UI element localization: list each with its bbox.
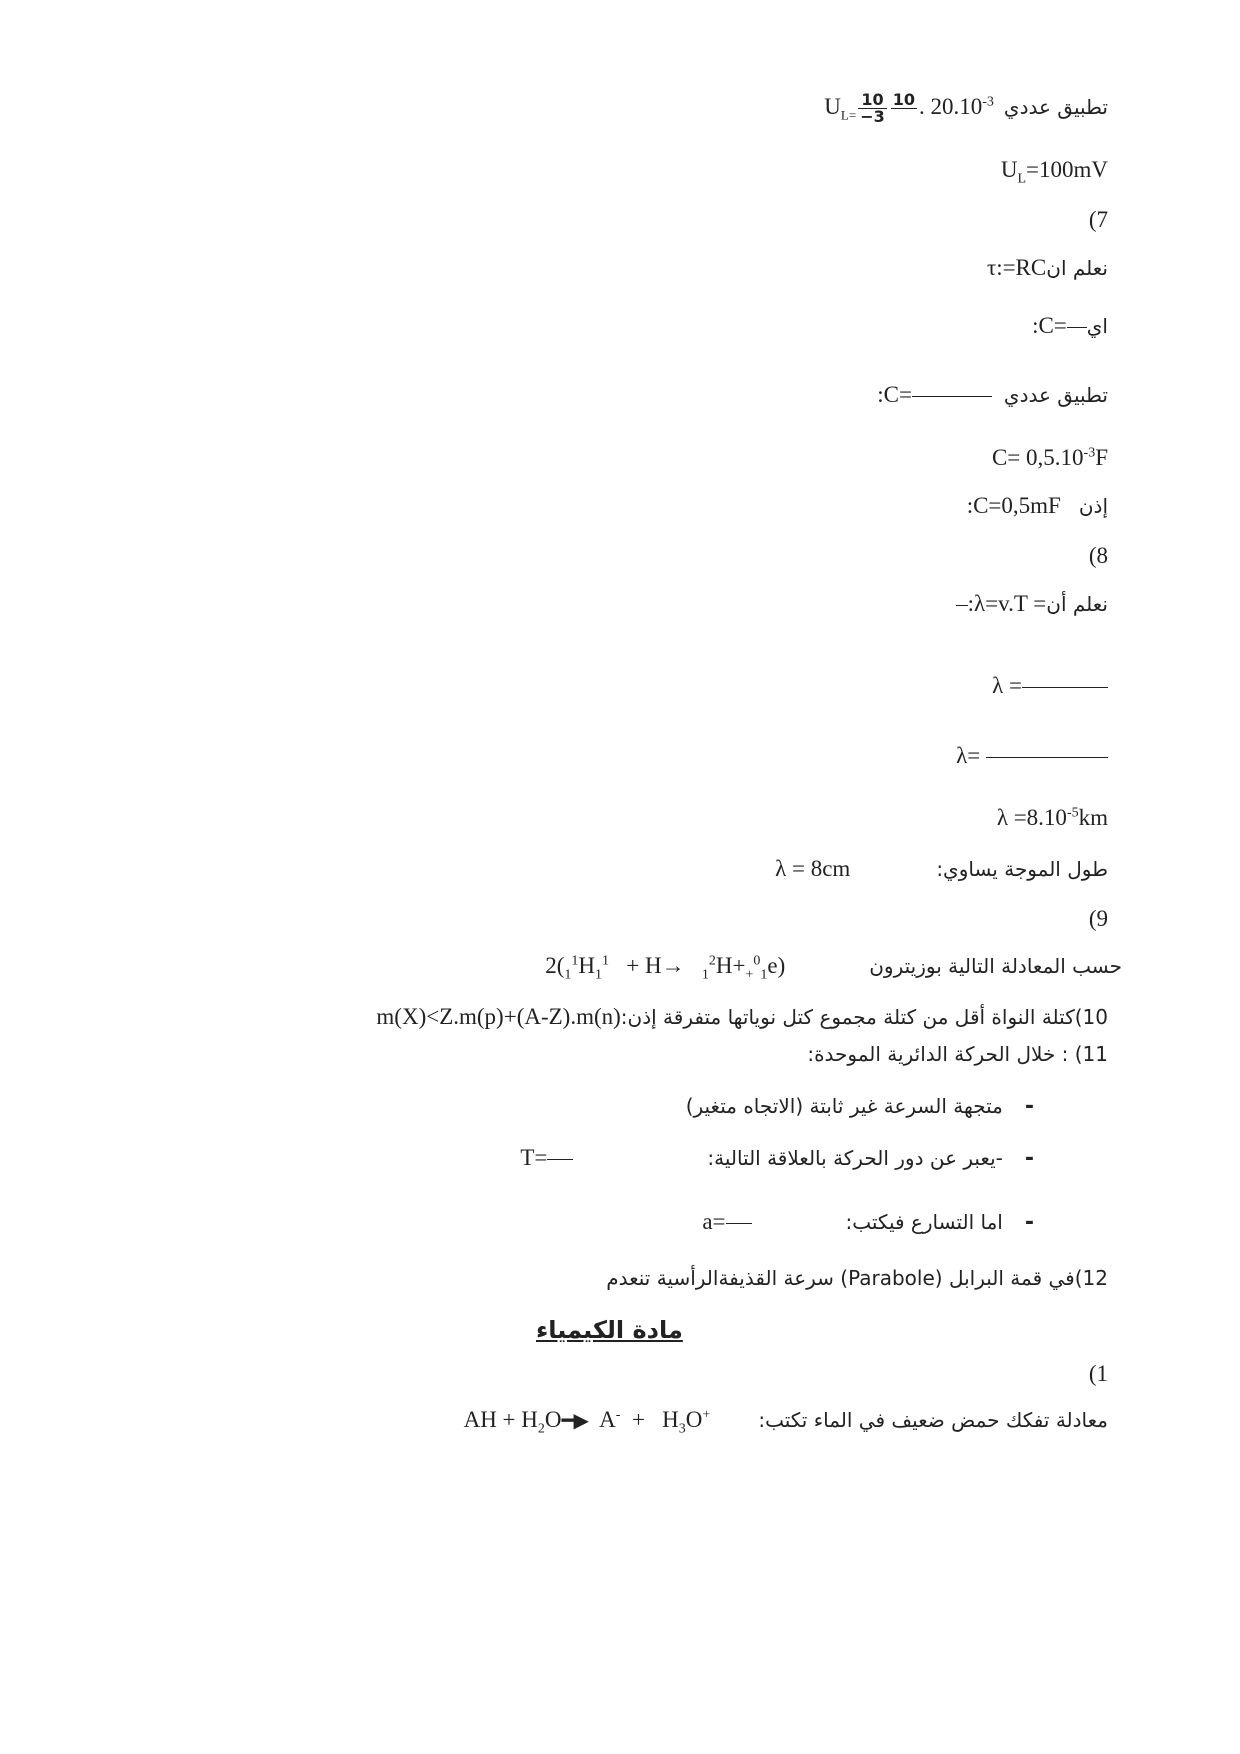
chemistry-equation-line — [463, 1407, 1108, 1437]
q10-formula: m(X)<Z.m(p)+(A-Z).m(n) — [376, 1004, 621, 1029]
q6-fraction-2 — [891, 92, 917, 125]
q8-fraction-bar-1 — [1022, 687, 1108, 688]
q7-formula: τ:=RC — [986, 255, 1047, 280]
q7-then-line — [967, 494, 1108, 517]
q8-lambda3-text: λ =8.10 — [996, 805, 1067, 830]
chemistry-equation: AH + $H_2O━▶$ $A^- + H_3O^+$ — [463, 1407, 711, 1437]
q12-line — [606, 1268, 1108, 1289]
q8-wavelength-value: λ = 8cm — [775, 856, 851, 881]
q6-result-sub: L — [1017, 171, 1027, 187]
q11-dash-2: - — [1024, 1146, 1034, 1171]
q8-lambda-2 — [956, 744, 1108, 767]
q7-ie-formula — [1032, 313, 1087, 338]
q8-lambda2-text: λ= — [956, 743, 981, 768]
q6-result-value: =100mV — [1026, 157, 1108, 182]
q6-tail: . 20.10 — [919, 93, 983, 119]
q10-text: 10)كتلة النواة أقل من كتلة مجموع كتل نوياتها متفرقة إذن: — [620, 1005, 1108, 1029]
q7-c-value-text: C= 0,5.10 — [991, 445, 1084, 470]
q6-result-u: U — [1000, 157, 1018, 182]
q8-wavelength-label: طول الموجة يساوي: — [936, 857, 1108, 881]
q9-number: (9 — [1088, 906, 1108, 931]
q8-wavelength-line — [775, 857, 1108, 880]
q7-number: (7 — [1088, 207, 1108, 232]
q7-ie-line — [1032, 314, 1108, 337]
q6-app-label: تطبيق عددي — [1003, 94, 1108, 119]
q7-c-exp: -3 — [1083, 445, 1096, 461]
q7-c-final: :C=0,5mF — [966, 493, 1061, 518]
reaction-arrow-icon: ━▶ — [561, 1410, 589, 1432]
q7-app-label: تطبيق عددي — [1003, 383, 1108, 407]
q6-ul: U — [824, 93, 841, 119]
q8-fraction-bar-2 — [986, 757, 1108, 758]
q7-ie-label: اي — [1086, 314, 1108, 338]
q6-fraction-1 — [858, 92, 887, 125]
q8-lambda3-unit: km — [1078, 805, 1108, 830]
q11-dash-1: - — [1024, 1094, 1034, 1119]
q8-know-line — [956, 592, 1108, 615]
q7-c-value — [992, 446, 1108, 469]
q8-lambda-1 — [992, 674, 1108, 697]
q8-formula: :λ=v.T = — [967, 591, 1047, 616]
q7-then-label: إذن — [1078, 494, 1108, 518]
q11-bullet-3 — [702, 1210, 1034, 1234]
chemistry-heading: مادة الكيمياء — [536, 1316, 683, 1344]
chemistry-label: معادلة تفكك حمض ضعيف في الماء تكتب: — [758, 1408, 1108, 1432]
q11-dash-3: - — [1024, 1210, 1034, 1235]
q7-c-eq2: :C= — [877, 382, 912, 407]
q11-bullet-2 — [520, 1146, 1034, 1170]
q8-lambda-3 — [997, 806, 1108, 829]
q6-frac2-num: 10 — [892, 90, 915, 109]
q8-fraction-bar — [956, 605, 968, 606]
q11-bullet-1-text: متجهة السرعة غير ثابتة (الاتجاه متغير) — [685, 1094, 1003, 1118]
q7-application-line — [877, 383, 1108, 406]
q11-bullet-2-text: -يعبر عن دور الحركة بالعلاقة التالية: — [707, 1146, 1003, 1170]
q7-fraction-bar-2 — [912, 396, 992, 397]
q6-result — [1000, 157, 1108, 187]
q8-know-label: نعلم أن — [1046, 592, 1108, 616]
q7-know-label: نعلم ان — [1046, 256, 1108, 280]
q7-fraction-bar — [1067, 327, 1087, 328]
chemistry-number: (1 — [1088, 1361, 1108, 1386]
q11-period-formula: T= — [520, 1145, 573, 1170]
q12-text: 12)في قمة البرابل (Parabole) سرعة القذيفةالرأسية تنعدم — [606, 1266, 1108, 1290]
q6-application-line — [824, 92, 1108, 125]
q8-lambda3-exp: -5 — [1066, 805, 1079, 821]
q10-line — [376, 1005, 1108, 1028]
q6-formula — [824, 90, 994, 126]
q9-equation: $2(_1^1H_1^1 + H\to _1^2H+_+^0_1e)$ — [545, 953, 786, 983]
q7-know-line — [987, 256, 1108, 279]
q8-lambda1-text: λ = — [992, 673, 1022, 698]
q11-header: 11) : خلال الحركة الدائرية الموحدة: — [807, 1042, 1108, 1066]
q7-c-eq: :C= — [1032, 313, 1067, 338]
q6-tail-exp: -3 — [982, 94, 994, 110]
q6-frac1-den: −3 — [860, 107, 885, 126]
q9-label: حسب المعادلة التالية بوزيترون — [869, 954, 1122, 978]
q8-number: (8 — [1088, 543, 1108, 568]
q7-c-unit: F — [1095, 445, 1108, 470]
q6-ul-sub: L= — [840, 107, 857, 123]
q11-bullet-1 — [686, 1096, 1034, 1118]
q9-equation-line — [545, 953, 1122, 983]
q6-frac1-num: 10 — [858, 92, 887, 109]
q11-bullet-3-text: اما التسارع فيكتب: — [845, 1210, 1003, 1234]
q11-acceleration-formula: a= — [702, 1209, 751, 1234]
